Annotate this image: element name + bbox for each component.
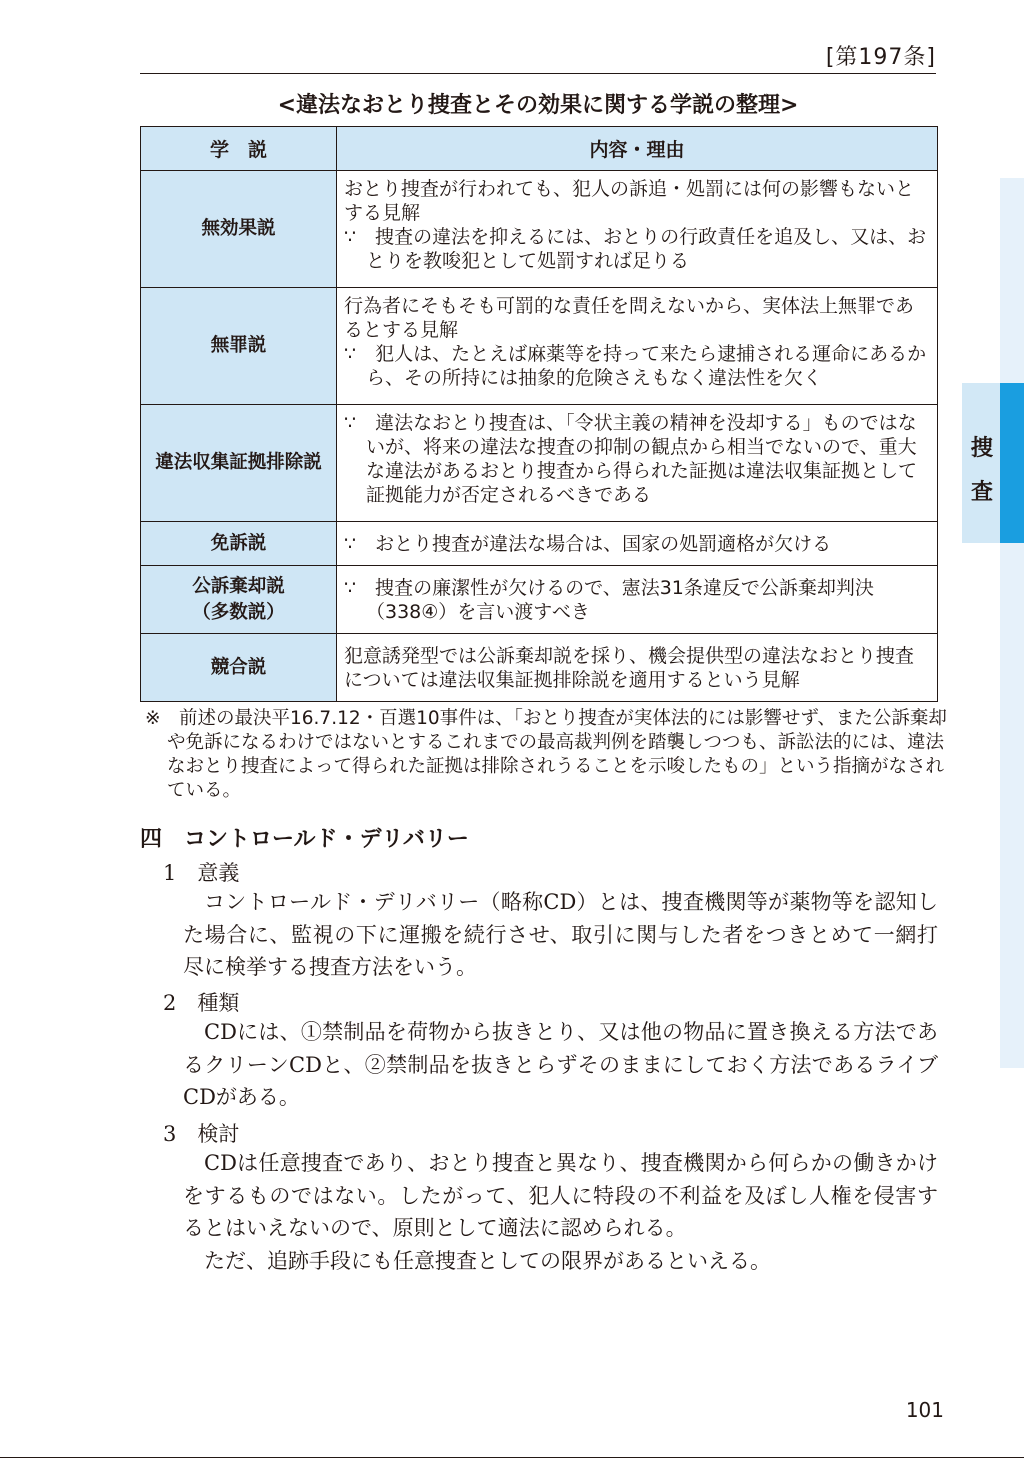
- theory-main: おとり捜査が行われても、犯人の訴追・処罰には何の影響もないとする見解: [344, 178, 915, 224]
- page-number: 101: [905, 1398, 944, 1422]
- theory-name-line: 競合説: [210, 656, 267, 678]
- table-row: [141, 522, 938, 566]
- theory-name-line: （多数説）: [192, 601, 285, 623]
- paragraph: コントロールド・デリバリー（略称CD）とは、捜査機関等が薬物等を認知した場合に、監視の下に運搬を続行させ、取引に関与した者をつきとめて一網打尽に検挙する捜査方法をいう。: [183, 890, 938, 979]
- paragraph: CDには、①禁制品を荷物から抜きとり、又は他の物品に置き換える方法であるクリーンCDと、②禁制品を抜きとらずそのままにしておく方法であるライブCDがある。: [183, 1020, 938, 1109]
- table-row: [141, 288, 938, 405]
- theory-reason: ∵ 捜査の違法を抑えるには、おとりの行政責任を追及し、又は、おとりを教唆犯として処罰すれば足りる: [344, 226, 927, 272]
- theory-name: [141, 522, 337, 566]
- table-row: [141, 634, 938, 702]
- footnote: ※ 前述の最決平16.7.12・百選10事件は、「おとり捜査が実体法的には影響せず、また公訴棄却や免訴になるわけではないとするこれまでの最高裁判例を踏襲しつつも、訴訟法的には、違法なおとり捜査によって得られた証拠は排除されうることを示唆したもの」という指摘がなされている。: [145, 708, 947, 801]
- theory-name: [141, 634, 337, 702]
- paragraph: CDは任意捜査であり、おとり捜査と異なり、捜査機関から何らかの働きかけをするものではない。したがって、犯人に特段の不利益を及ぼし人権を侵害するとはいえないので、原則として適法に認められる。: [183, 1151, 938, 1240]
- theory-content: [337, 522, 938, 566]
- section-heading: 四 コントロールド・デリバリー: [140, 826, 469, 852]
- theory-reason: ∵ 捜査の廉潔性が欠けるので、憲法31条違反で公訴棄却判決（338④）を言い渡すべき: [344, 576, 874, 623]
- chapter-tab: [962, 383, 1024, 543]
- theory-reason: ∵ おとり捜査が違法な場合は、国家の処罰適格が欠ける: [344, 532, 832, 555]
- table-header-row: [141, 127, 938, 171]
- theory-content: [337, 634, 938, 702]
- theory-reason: ∵ 違法なおとり捜査は、「令状主義の精神を没却する」ものではないが、将来の違法な捜査の抑制の観点から相当でないので、重大な違法があるおとり捜査から得られた証拠は違法収集証拠として証拠能力が否定されるべきである: [344, 412, 918, 506]
- table-row: [141, 566, 938, 634]
- subsection-heading: 3 検討: [163, 1122, 240, 1146]
- theory-content: [337, 171, 938, 288]
- theory-content: [337, 288, 938, 405]
- subsection-heading: 2 種類: [163, 991, 240, 1015]
- table-row: [141, 405, 938, 522]
- paragraph: ただ、追跡手段にも任意捜査としての限界があるといえる。: [204, 1249, 771, 1273]
- theory-name: [141, 405, 337, 522]
- theory-name-line: 違法収集証拠排除説: [155, 452, 322, 473]
- chapter-tab-label: 捜査: [970, 436, 993, 505]
- column-header-content: 内容・理由: [337, 127, 938, 171]
- side-strip: [1000, 178, 1024, 1068]
- theory-name-line: 無罪説: [210, 335, 267, 356]
- theory-name: [141, 288, 337, 405]
- theory-main: 行為者にそもそも可罰的な責任を問えないから、実体法上無罪であるとする見解: [344, 295, 915, 341]
- theory-name: [141, 566, 337, 634]
- theory-main: 犯意誘発型では公訴棄却説を採り、機会提供型の違法なおとり捜査については違法収集証拠排除説を適用するという見解: [344, 644, 915, 691]
- theory-table: [140, 126, 938, 702]
- subsection-heading: 1 意義: [163, 861, 240, 885]
- theory-content: [337, 405, 938, 522]
- theory-content: [337, 566, 938, 634]
- chapter-tab-edge: [1000, 383, 1024, 543]
- theory-name-line: 無効果説: [201, 218, 276, 239]
- bottom-rule: [0, 1457, 1024, 1458]
- theory-name-line: 免訴説: [210, 532, 267, 554]
- theory-name: [141, 171, 337, 288]
- header-rule: [140, 73, 936, 74]
- theory-reason: ∵ 犯人は、たとえば麻薬等を持って来たら逮捕される運命にあるから、その所持には抽象的危険さえもなく違法性を欠く: [344, 343, 927, 389]
- table-row: [141, 171, 938, 288]
- article-tag: [第197条]: [825, 45, 936, 70]
- column-header-theory: 学 説: [141, 127, 337, 171]
- table-title: <違法なおとり捜査とその効果に関する学説の整理>: [277, 93, 799, 118]
- theory-name-line: 公訴棄却説: [192, 575, 285, 597]
